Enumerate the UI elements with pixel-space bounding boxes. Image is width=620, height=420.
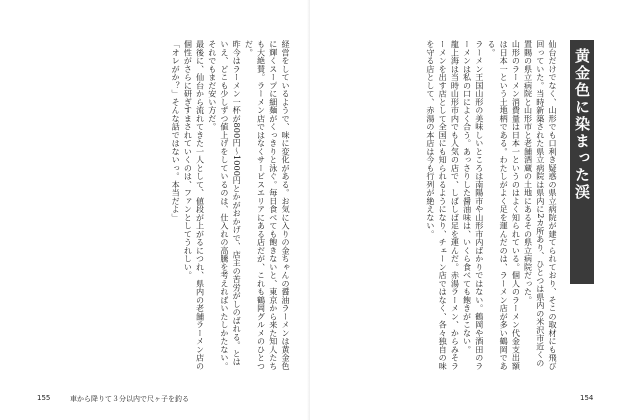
left-paragraph-2: 昨今はラーメン一杯が800円～1000円とかがおかげで、店主の苦労がしのばれる。とはいえ、どこも少しずつ値上げをしているのは、仕入れの高騰を考えればいたしかたない。それでもまだ安い方だ。 <box>207 40 243 370</box>
section-heading: 黄金色に染まった渓 <box>570 40 594 284</box>
page-number-right: 154 <box>580 394 594 402</box>
left-paragraph-3: 最後に、仙台から流れてきた一人として、値段が上がるにつれ、県内の老舗ラーメン店の個性がさらに研ぎすまされていくのは、ファンとしてうれしい。 <box>183 40 206 370</box>
left-page-body <box>30 40 292 370</box>
right-page <box>310 0 620 420</box>
right-paragraph-4: 龍上海は当時山形市内でも人気の店で、しばしば足を運んだ。赤湯ラーメン、からみそラーメンを出す店として全国にも知られるようになり、チェーン店ではなく、各々独自の味を守る店として、赤湯の本店は今も行列が絶えない。 <box>425 40 461 370</box>
left-paragraph-1: 経営をしているようで、味に変化がある。お気に入りの金ちゃんの醤油ラーメンは黄金色に輝くスープに細麺がくっきりと泳ぐ。毎日食べても飽きないと、東京から来た知人たちも大絶賛。ラーメン店ではなくサービスエリアにある店だが、これも鶴岡グルメのひとつだ。 <box>244 40 291 370</box>
right-page-body <box>332 40 559 370</box>
right-paragraph-3: ラーメン王国山形の美味しいところは南陽市や山形市内ばかりではない。鶴岡や酒田のラーメンは私の口によく合う。あっさりした醤油味は、いくら食べても飽きがこない。 <box>462 40 485 370</box>
right-paragraph-2: 山形のラーメン消費量は日本一というのはよく知られている。個人のラーメン代金支出額は日本一という土地柄である。わたしがよく足を運んだのは、ラーメン店が多い鶴岡である。 <box>486 40 522 370</box>
right-paragraph-1: 仙台だけでなく、山形でも口利き疑惑の県立病院が建てられており、そこの取材にも飛び回っていた。当時新築された県立病院は県内に2カ所あり、ひとつは県内の米沢市近くの置賜の県立病院と山形市と老舗酒蔵の土地にあるその県立病院だった。 <box>523 40 558 370</box>
left-paragraph-4: 「オレがか？」そんな話ではないっ。本当だよ」 <box>171 40 182 222</box>
page-number-left: 155 <box>37 394 51 402</box>
running-title: 車から降りて３分以内で尺ヶ子を釣る <box>70 395 189 403</box>
